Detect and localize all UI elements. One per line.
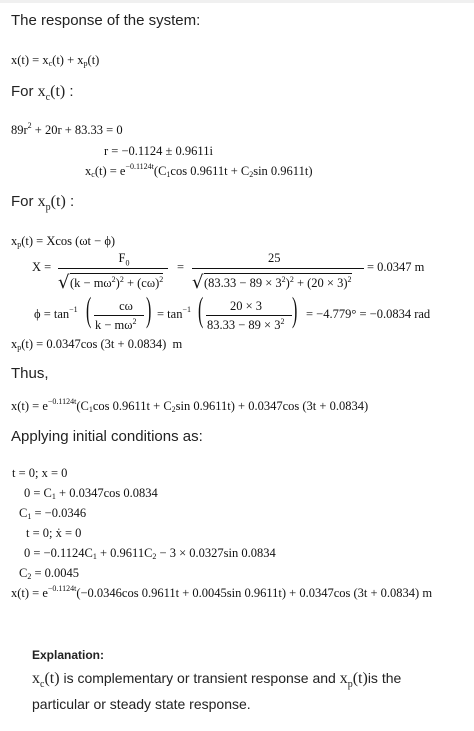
characteristic-equation: $89r^2 + 20r + 83.33 = 0$ [11, 121, 123, 137]
ic-line-6: $C_2 = 0.0045$ [19, 566, 80, 581]
ic-line-2: $0 = C_1 + 0.0347\cos$ 0.0834 [24, 486, 158, 501]
amp-fracbar-2 [192, 268, 364, 269]
phase-num-2: 20 × 3 [230, 299, 263, 313]
phase-lhs: $\phi = \tan^{-1}$ [34, 305, 78, 321]
equation-sum: $x(t) = x_c(t) + x_p(t)$ [11, 53, 100, 68]
amp-den-2: $(83.33 - 89 \times 3^2)^2 + (20 \times 3)^2$ [204, 275, 352, 291]
amp-lhs: X = [32, 260, 52, 274]
xc-solution: $x_c(t) = e^{-0.1124t}(C_1\cos$ $0.9611t + C_2\sin$ 0.9611t) [85, 162, 313, 179]
xt-full: $x(t) = e^{-0.1124t}(C_1\cos$ $0.9611t + C_2\sin$ 0.9611t) + 0.0347cos (3t + 0.0834) [11, 397, 369, 414]
explanation-line-2: particular or steady state response. [32, 696, 251, 712]
paren-right-1: ) [146, 292, 152, 330]
ic-line-5: $0 = -0.1124C_1 + 0.9611C_2 - 3 \times 0.0327\sin$ 0.0834 [24, 546, 276, 561]
roots-equation: r = −0.1124 ± 0.9611i [104, 144, 213, 158]
amp-den-1: $(k - m\omega^2)^2 + (c\omega)^2$ [70, 275, 164, 291]
amp-equals: = [177, 260, 185, 274]
ic-line-3: $C_1 = -0.0346$ [19, 506, 87, 521]
phase-result: = −4.779° = −0.0834 rad [306, 307, 431, 321]
amp-result: = 0.0347 m [367, 260, 425, 274]
amp-f0: $F_0$ [118, 251, 130, 268]
top-divider [0, 0, 474, 3]
heading-for-xc: For $x_c(t)$ : [11, 83, 74, 104]
explanation-line-1: $x_c(t)$ is complementary or transient response and $x_p(t)is$ the [32, 670, 402, 691]
paren-right-2: ) [292, 292, 298, 330]
ic-line-7: $x(t) = e^{-0.1124t}(-0.0346\cos$ 0.9611t + 0.0045sin 0.9611t) + 0.0347cos (3t + 0.0834) m [11, 584, 433, 600]
phase-den-1: $k - m\omega^2$ [95, 317, 137, 333]
heading-for-xp: For $x_p(t)$ : [11, 193, 75, 214]
amp-fracbar-1 [58, 268, 168, 269]
heading-response: The response of the system: [11, 12, 201, 29]
phase-fracbar-1 [94, 315, 144, 316]
ic-line-4: t = 0; ẋ = 0 [26, 526, 82, 540]
amp-num-25: 25 [268, 251, 281, 265]
xp-form: $x_p(t) = Xcos$ (ωt − ϕ) [11, 234, 116, 249]
explanation-label: Explanation: [32, 648, 105, 662]
phase-mid: = $\tan^{-1}$ [157, 305, 191, 321]
paren-left-1: ( [86, 292, 92, 330]
phase-fracbar-2 [206, 315, 292, 316]
sqrt-symbol: √ [58, 272, 70, 293]
paren-left-2: ( [198, 292, 204, 330]
phase-num-1: cω [119, 299, 133, 313]
sqrt-symbol-2: √ [192, 272, 204, 293]
xp-solution: $x_p(t) = 0.0347\cos$ (3t + 0.0834) m [11, 337, 183, 352]
heading-thus: Thus, [11, 365, 49, 382]
phase-den-2: $83.33 - 89 \times 3^2$ [207, 317, 285, 333]
ic-line-1: t = 0; x = 0 [12, 466, 68, 480]
heading-initial: Applying initial conditions as: [11, 428, 203, 445]
